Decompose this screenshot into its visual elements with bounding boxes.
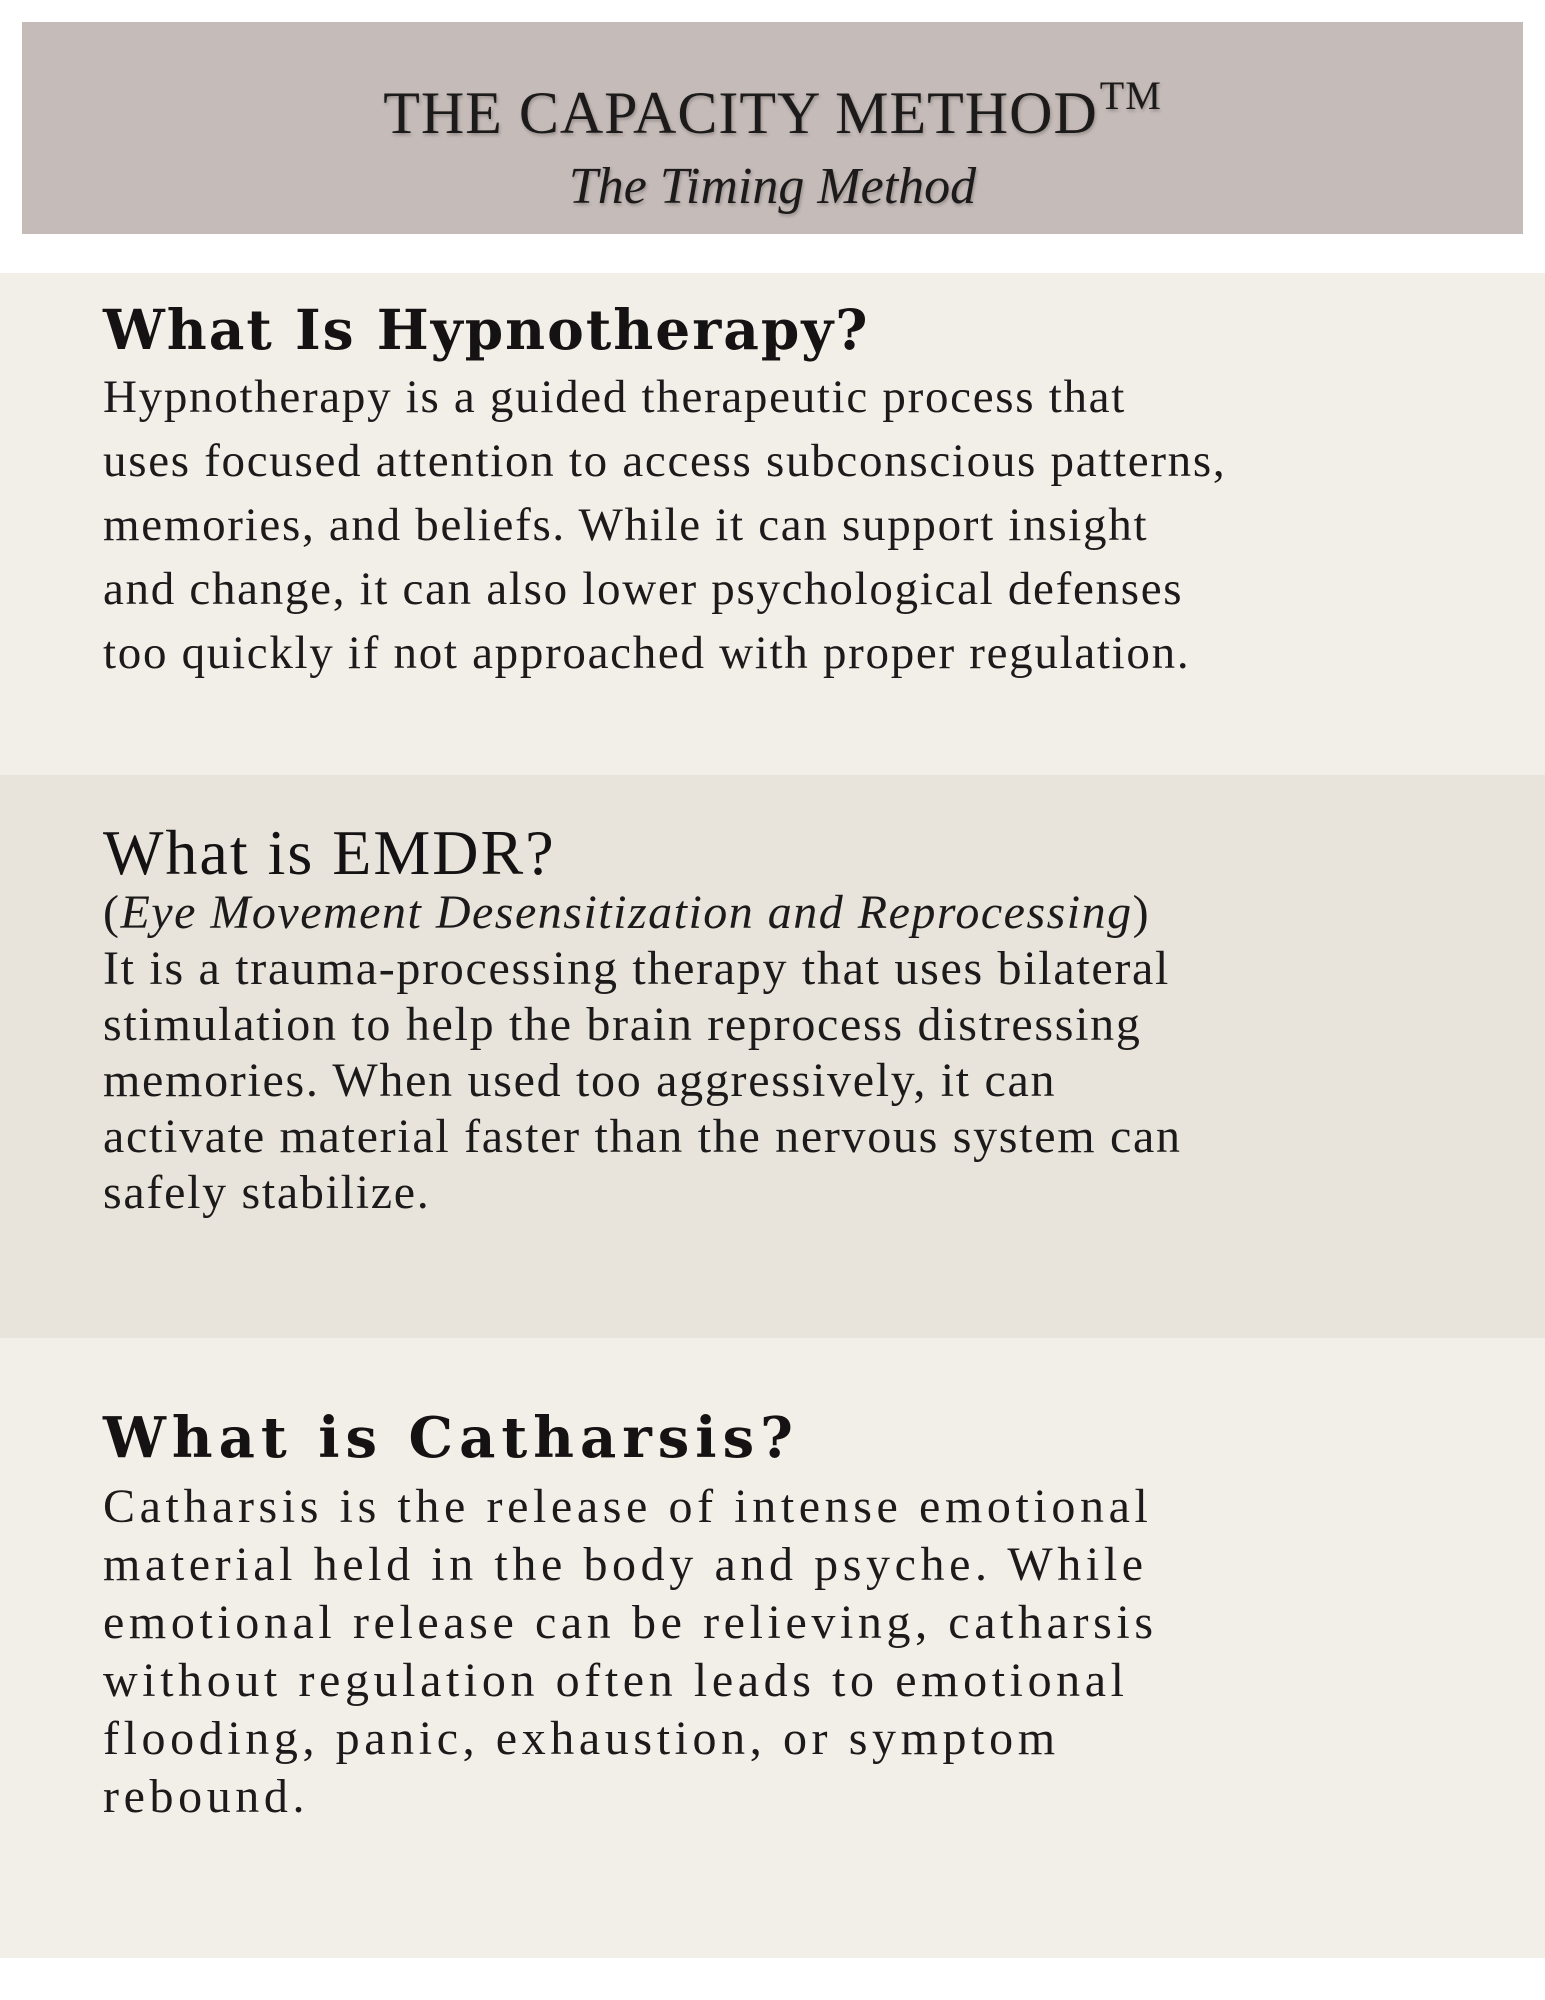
section-emdr	[0, 775, 1545, 1338]
body-line: It is a trauma-processing therapy that uses bilateral	[103, 942, 1171, 995]
section-catharsis	[0, 1338, 1545, 1958]
body-line: flooding, panic, exhaustion, or symptom	[103, 1712, 1060, 1765]
body-line: Hypnotherapy is a guided therapeutic process that	[103, 371, 1127, 423]
body-line: emotional release can be relieving, catharsis	[103, 1596, 1158, 1649]
body-line: uses focused attention to access subconscious patterns,	[103, 435, 1227, 487]
emdr-acronym-expansion	[103, 885, 1505, 941]
section-body-catharsis	[103, 1478, 1505, 1826]
section-heading-emdr: What is EMDR?	[103, 817, 556, 888]
section-body-hypnotherapy	[103, 365, 1505, 685]
section-heading-hypnotherapy: What Is Hypnotherapy?	[103, 297, 870, 362]
section-hypnotherapy	[0, 273, 1545, 775]
page-title-text: THE CAPACITY METHOD	[383, 80, 1098, 146]
trademark-symbol: TM	[1099, 73, 1162, 118]
body-line: safely stabilize.	[103, 1166, 431, 1219]
body-line: material held in the body and psyche. While	[103, 1538, 1148, 1591]
body-line: memories, and beliefs. While it can support insight	[103, 499, 1149, 551]
body-line: without regulation often leads to emotional	[103, 1654, 1129, 1707]
body-line: rebound.	[103, 1770, 310, 1823]
section-heading-catharsis: What is Catharsis?	[103, 1405, 799, 1471]
body-line: activate material faster than the nervous system can	[103, 1110, 1182, 1163]
paren-open: (	[103, 886, 121, 939]
section-body-emdr	[103, 941, 1505, 1221]
body-line: stimulation to help the brain reprocess distressing	[103, 998, 1142, 1051]
page-title	[22, 72, 1523, 148]
body-line: too quickly if not approached with proper regulation.	[103, 627, 1191, 679]
header-banner	[22, 22, 1523, 234]
body-line: and change, it can also lower psychological defenses	[103, 563, 1184, 615]
body-line: Catharsis is the release of intense emotional	[103, 1480, 1153, 1533]
page-subtitle: The Timing Method	[568, 158, 977, 215]
paren-close: )	[1132, 886, 1151, 939]
acronym-expansion-text: Eye Movement Desensitization and Reprocessing	[120, 886, 1133, 939]
body-line: memories. When used too aggressively, it can	[103, 1054, 1057, 1107]
